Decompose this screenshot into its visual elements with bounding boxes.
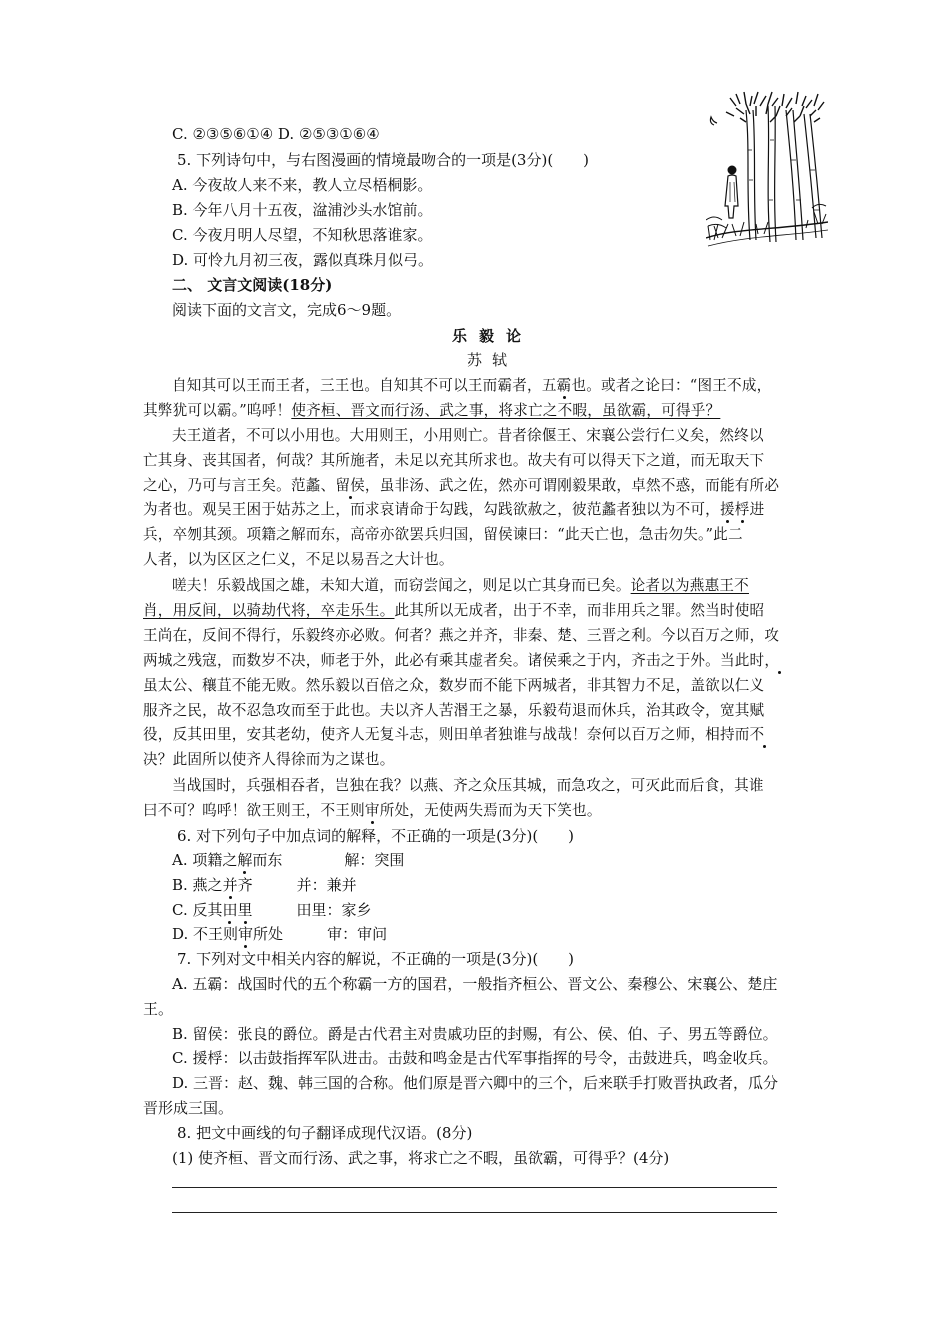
passage-line: 服齐之民，故不忍急攻而至于此也。夫以齐人苦湣王之暴，乐毅苟退而休兵，治其政令，宽其赋 [143, 702, 765, 719]
moon-tree-figure-illustration [706, 90, 828, 250]
passage-line: 亡其身、丧其国者，何哉？其所施者，未足以充其所求也。故夫有可以得天下之道，而无取天下 [143, 452, 765, 469]
passage-line: 当战国时，兵强相吞者，岂独在我？以燕、齐之众压其城，而急攻之，可灭此而后食，其谁 [172, 777, 764, 794]
section-instruction: 阅读下面的文言文，完成6～9题。 [172, 301, 402, 319]
passage-line: 人者，以为区区之仁义，不足以易吾之大计也。 [143, 551, 454, 568]
q7-option-a-cont: 王。 [143, 1000, 174, 1018]
q5-option-b: B. 今年八月十五夜，湓浦沙头水馆前。 [172, 201, 433, 219]
q7-option-c: C. 援桴：以击鼓指挥军队进击。击鼓和鸣金是古代军事指挥的号令，击鼓进兵，鸣金收兵。 [172, 1049, 778, 1067]
q5-option-d: D. 可怜九月初三夜，露似真珠月似弓。 [172, 251, 434, 269]
q7-option-b: B. 留侯：张良的爵位。爵是古代君主对贵戚功臣的封赐，有公、侯、伯、子、男五等爵位。 [172, 1025, 778, 1043]
answer-line[interactable] [172, 1187, 777, 1188]
dotted-word: 审 [364, 802, 380, 819]
passage-line: 其弊犹可以霸。”呜呼！使齐桓、晋文而行汤、武之事，将求亡之不暇，虽欲霸，可得乎？ [143, 402, 721, 419]
passage-line: 为者也。观吴王困于姑苏之上，而求哀请命于勾践，勾践欲赦之，彼范蠡者独以为不可，援桴进 [143, 501, 765, 518]
passage-line: 王尚在，反间不得行，乐毅终亦必败。何者？燕之并齐，非秦、楚、三晋之利。今以百万之师，攻 [143, 627, 780, 644]
passage-line: 自知其可以王而王者，三王也。自知其不可以王而霸者，五霸也。或者之论曰：“图王不成， [172, 377, 772, 394]
q7-option-d-cont: 晋形成三国。 [143, 1099, 234, 1117]
passage-line: 夫王道者，不可以小用也。大用则王，小用则亡。昔者徐偃王、宋襄公尝行仁义矣，然终以 [172, 427, 764, 444]
q7-option-d: D. 三晋：赵、魏、韩三国的合称。他们原是晋六卿中的三个，后来联手打败晋执政者，瓜分 [172, 1074, 779, 1092]
essay-author: 苏轼 [467, 351, 518, 369]
passage-line: 役，反其田里，安其老幼，使齐人无复斗志，则田单者独谁与战哉！奈何以百万之师，相持而不 [143, 726, 765, 743]
passage-line: 两城之残寇，而数岁不决，师老于外，此必有乘其虚者矣。诸侯乘之于内，齐击之于外。当此时， [143, 652, 780, 669]
q4-options-cd: C. ②③⑤⑥①④ D. ②⑤③①⑥④ [172, 125, 380, 143]
dotted-word: 留侯 [335, 477, 365, 494]
passage-line: 肖，用反间，以骑劫代将，卒走乐生。此其所以无成者，出于不幸，而非用兵之罪。然当时使昭 [143, 602, 765, 619]
q8-sub1: (1) 使齐桓、晋文而行汤、武之事，将求亡之不暇，虽欲霸，可得乎？(4分) [172, 1149, 670, 1167]
dotted-word: 援 [719, 501, 735, 518]
q6-option-d: D. 不王则审所处 审：审问 [172, 925, 388, 943]
q5-option-c: C. 今夜月明人尽望，不知秋思落谁家。 [172, 226, 433, 244]
q5-option-a: A. 今夜故人来不来，教人立尽梧桐影。 [172, 176, 433, 194]
passage-line: 决？此固所以使齐人得徐而为之谋也。 [143, 751, 395, 768]
underlined-sentence-1: 使齐桓、晋文而行汤、武之事，将求亡之不暇，虽欲霸，可得乎？ [291, 402, 721, 419]
q7-option-a: A. 五霸：战国时代的五个称霸一方的国君，一般指齐桓公、晋文公、秦穆公、宋襄公、楚庄 [172, 975, 778, 993]
dotted-word: 桴 [734, 501, 750, 518]
passage-line: 嗟夫！乐毅战国之雄，未知大道，而窃尝闻之，则足以亡其身而已矣。论者以为燕惠王不 [172, 577, 749, 594]
passage-line: 虽太公、穰苴不能无败。然乐毅以百倍之众，数岁而不能下两城者，非其智力不足，盖欲以仁义 [143, 677, 765, 694]
passage-line: 曰不可？呜呼！欲王则王，不王则审所处，无使两失焉而为天下笑也。 [143, 802, 602, 819]
q6-option-a: A. 项籍之解而东 解：突围 [172, 851, 405, 869]
passage-line: 兵，卒刎其颈。项籍之解而东，高帝亦欲罢兵归国，留侯谏曰：“此天亡也，急击勿失。”此二 [143, 526, 743, 543]
underlined-sentence-2: 论者以为燕惠王不 [630, 577, 749, 594]
essay-title: 乐毅论 [452, 327, 534, 345]
q6-option-c: C. 反其田里 田里：家乡 [172, 901, 372, 919]
q6-option-b: B. 燕之并齐 并：兼并 [172, 876, 357, 894]
answer-line[interactable] [172, 1212, 777, 1213]
section-title: 二、 文言文阅读(18分) [172, 276, 333, 294]
q8-stem: 8. 把文中画线的句子翻译成现代汉语。(8分) [177, 1124, 473, 1142]
passage-line: 之心，乃可与言王矣。范蠡、留侯，虽非汤、武之佐，然亦可谓刚毅果敢，卓然不惑，而能有所必 [143, 477, 780, 494]
q7-stem: 7. 下列对文中相关内容的解说，不正确的一项是(3分)( ) [177, 950, 575, 968]
dotted-word: 霸 [556, 377, 572, 394]
underlined-sentence-2: 肖，用反间，以骑劫代将，卒走乐生。 [143, 602, 395, 619]
q6-stem: 6. 对下列句子中加点词的解释，不正确的一项是(3分)( ) [177, 827, 575, 845]
q5-stem: 5. 下列诗句中，与右图漫画的情境最吻合的一项是(3分)( ) [177, 151, 590, 169]
